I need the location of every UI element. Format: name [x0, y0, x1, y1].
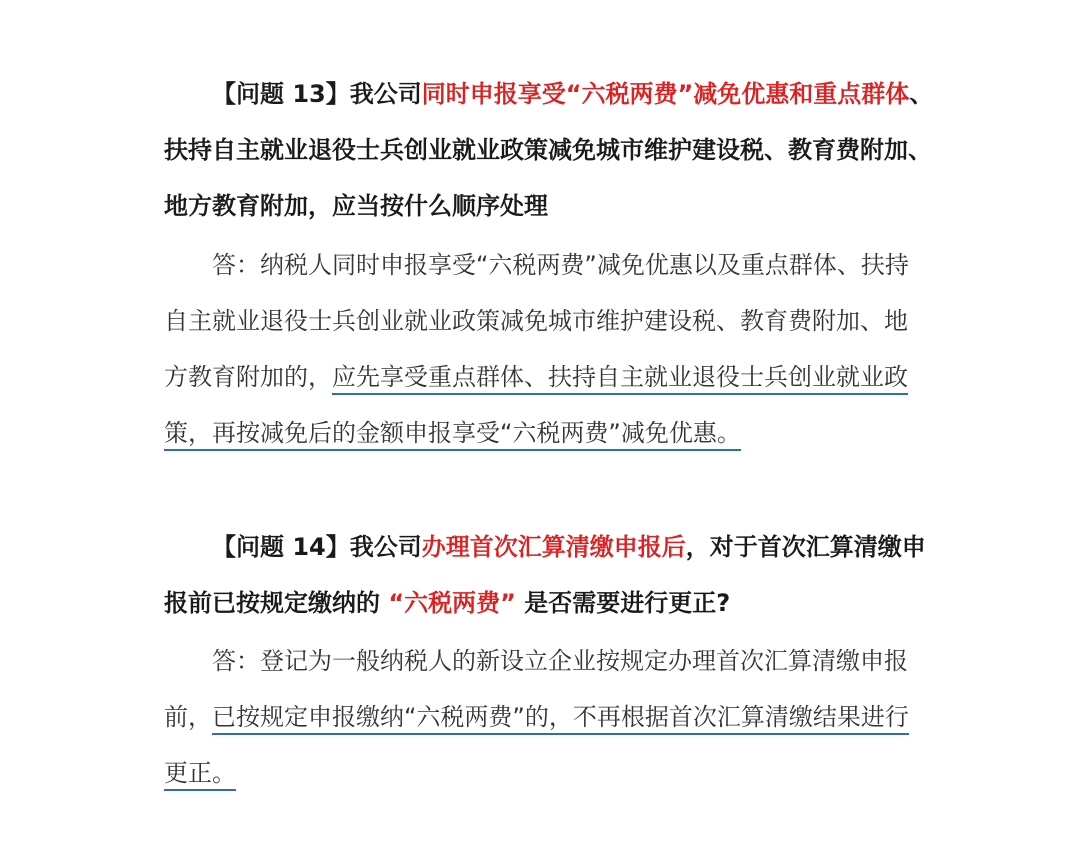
answer-14-line-1: 答：登记为一般纳税人的新设立企业按规定办理首次汇算清缴申报	[212, 647, 908, 675]
answer-13-underlined-text-2: 策，再按减免后的金额申报享受“六税两费”减免优惠。	[164, 419, 741, 451]
question-13-line-3: 地方教育附加，应当按什么顺序处理	[164, 192, 548, 220]
question-13-highlight: 同时申报享受“六税两费”减免优惠和重点群体	[421, 80, 910, 108]
question-14-prefix-2: 报前已按规定缴纳的	[164, 589, 389, 617]
answer-13-line-4	[164, 405, 924, 461]
answer-13	[164, 237, 924, 461]
answer-14-line-3	[164, 745, 924, 801]
answer-13-line-2: 自主就业退役士兵创业就业政策减免城市维护建设税、教育费附加、地	[164, 307, 908, 335]
answer-14-underlined-text-2: 更正。	[164, 759, 236, 791]
question-13-line-1	[164, 66, 934, 122]
answer-13-underlined-text: 应先享受重点群体、扶持自主就业退役士兵创业就业政	[332, 363, 908, 395]
question-14-line-2	[164, 575, 924, 631]
answer-14-underlined-text: 已按规定申报缴纳“六税两费”的，不再根据首次汇算清缴结果进行	[212, 703, 909, 735]
answer-13-line-1: 答：纳税人同时申报享受“六税两费”减免优惠以及重点群体、扶持	[212, 251, 909, 279]
answer-14	[164, 633, 924, 801]
answer-13-line-3	[164, 349, 924, 405]
question-14	[164, 519, 924, 631]
question-14-highlight-2: “六税两费”	[388, 589, 516, 617]
answer-14-plain-text: 前，	[164, 703, 212, 731]
question-13-suffix: 、	[909, 80, 934, 108]
question-14-prefix: 【问题 14】我公司	[212, 533, 422, 561]
question-14-suffix: ，对于首次汇算清缴申	[685, 533, 926, 561]
question-13	[164, 66, 934, 234]
question-13-prefix: 【问题 13】我公司	[212, 80, 422, 108]
question-13-line-2: 扶持自主就业退役士兵创业就业政策减免城市维护建设税、教育费附加、	[164, 136, 932, 164]
question-14-suffix-2: 是否需要进行更正?	[515, 589, 731, 617]
answer-14-line-2	[164, 689, 924, 745]
question-14-highlight: 办理首次汇算清缴申报后	[421, 533, 686, 561]
question-14-line-1	[164, 519, 924, 575]
answer-13-plain-text: 方教育附加的，	[164, 363, 332, 391]
